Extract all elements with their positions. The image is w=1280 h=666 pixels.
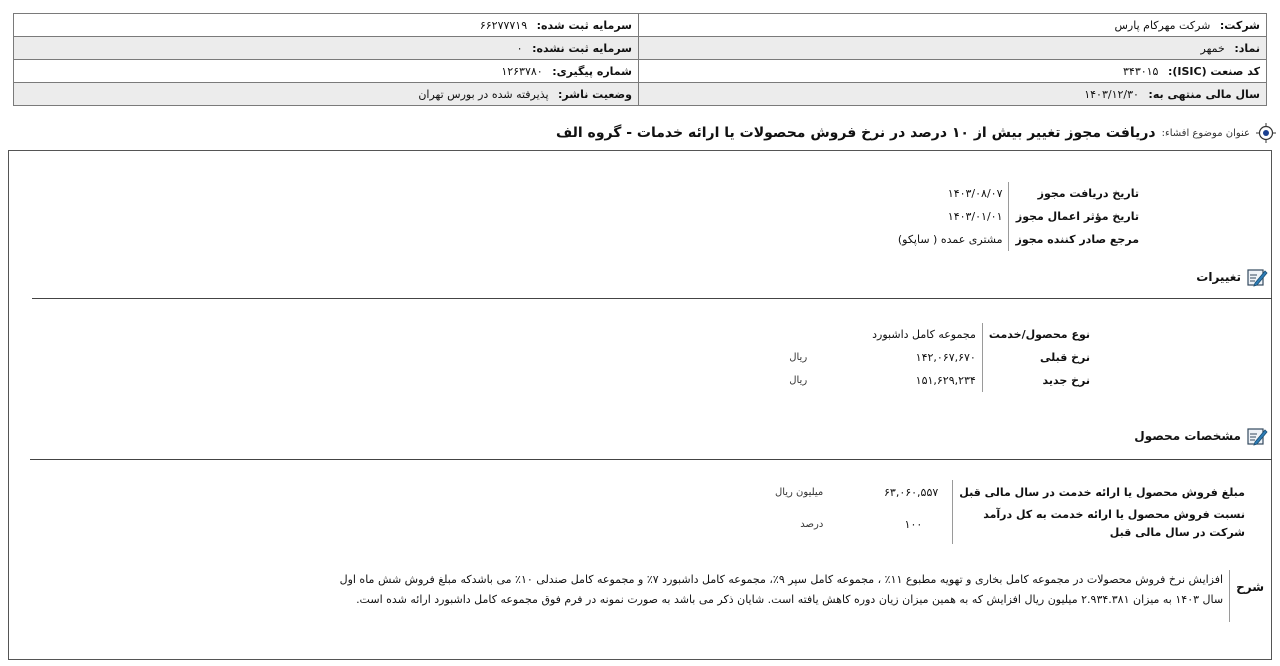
- permit-row: [893, 228, 1144, 251]
- tracking-value: ۱۲۶۳۷۸۰: [501, 64, 543, 78]
- effective-date-label: تاریخ مؤثر اعمال مجوز: [1009, 205, 1144, 228]
- fiscal-cell: [639, 83, 1267, 106]
- isic-label: [1168, 65, 1260, 78]
- description-text: [340, 570, 1230, 610]
- receive-date-value: ۱۴۰۳/۰۸/۰۷: [947, 187, 1003, 200]
- unreg-capital-value: ۰: [516, 41, 523, 55]
- changes-divider: [32, 298, 1272, 299]
- tracking-label: شماره پیگیری:: [552, 64, 632, 78]
- changes-table: [784, 323, 1095, 392]
- old-rate-unit: ریال: [789, 352, 808, 363]
- product-table: [769, 480, 1250, 544]
- company-value: شرکت مهرکام پارس: [1114, 18, 1211, 32]
- description-label: شرح: [1229, 570, 1268, 622]
- subject-label: عنوان موضوع افشاء:: [1161, 127, 1250, 139]
- header-info-table: [13, 13, 1267, 106]
- product-row: [770, 480, 1250, 504]
- effective-date-value: ۱۴۰۳/۰۱/۰۱: [947, 210, 1003, 223]
- new-rate-unit: ریال: [789, 375, 808, 386]
- fiscal-label: سال مالی منتهی به:: [1148, 87, 1260, 101]
- edit-note-icon: [1246, 267, 1268, 287]
- description-block: [108, 570, 1268, 622]
- company-label: شرکت:: [1219, 18, 1260, 32]
- unreg-capital-cell: [14, 37, 639, 60]
- capital-value: ۶۶۲۷۷۷۱۹: [479, 18, 528, 32]
- changes-row: [784, 346, 1095, 369]
- sales-label: مبلغ فروش محصول یا ارائه خدمت در سال مالی قبل: [953, 480, 1250, 504]
- unreg-capital-label: سرمایه ثبت نشده:: [532, 41, 632, 55]
- isic-cell: [639, 60, 1267, 83]
- subject-line: [556, 123, 1276, 143]
- changes-row: [784, 323, 1095, 346]
- type-value: مجموعه کامل داشبورد: [872, 328, 976, 341]
- isic-label-pre: کد صنعت (: [1201, 64, 1260, 78]
- edit-note-icon: [1246, 426, 1268, 446]
- receive-date-label: تاریخ دریافت مجوز: [1009, 182, 1144, 205]
- isic-label-bold: ISIC: [1177, 64, 1202, 78]
- old-rate-value: ۱۴۲,۰۶۷,۶۷۰: [915, 351, 976, 364]
- header-row: [14, 60, 1267, 83]
- description-line-2: سال ۱۴۰۳ به میزان ۲.۹۳۴.۳۸۱ میلیون ریال افزایش که به همین میزان زیان دوره کاهش یافته است. شایان ذکر می باشد به صورت نمونه در فرم فوق مجموعه کامل داشبورد ارائه شده است.: [356, 593, 1224, 606]
- changes-section-title: [1196, 267, 1268, 287]
- issuer-value: مشتری عمده ( ساپکو): [897, 233, 1003, 246]
- ratio-label-line-2: شرکت در سال مالی قبل: [1109, 526, 1245, 539]
- product-divider: [30, 459, 1272, 460]
- new-rate-label: نرخ جدید: [982, 369, 1095, 392]
- ratio-unit: درصد: [800, 518, 824, 530]
- ratio-label: [953, 504, 1250, 544]
- tracking-cell: [14, 60, 639, 83]
- sales-value: ۶۳,۰۶۰,۵۵۷: [884, 485, 939, 499]
- capital-label: سرمایه ثبت شده:: [536, 18, 632, 32]
- header-row: [14, 37, 1267, 60]
- symbol-value: خمهر: [1200, 41, 1225, 55]
- subject-title: دریافت مجوز تغییر بیش از ۱۰ درصد در نرخ فروش محصولات یا ارائه خدمات - گروه الف: [555, 125, 1156, 141]
- old-rate-label: نرخ قبلی: [982, 346, 1095, 369]
- header-row: [14, 14, 1267, 37]
- symbol-cell: [639, 37, 1267, 60]
- company-cell: [639, 14, 1267, 37]
- fiscal-value: ۱۴۰۳/۱۲/۳۰: [1084, 87, 1139, 101]
- isic-value: ۳۴۳۰۱۵: [1123, 64, 1159, 78]
- isic-label-post: ):: [1167, 64, 1178, 78]
- changes-title-text: تغییرات: [1196, 270, 1241, 284]
- permit-table: [893, 182, 1144, 251]
- changes-row: [784, 369, 1095, 392]
- permit-row: [893, 205, 1144, 228]
- target-icon: [1256, 123, 1276, 143]
- ratio-value: ۱۰۰: [904, 517, 923, 531]
- status-cell: [14, 83, 639, 106]
- issuer-label: مرجع صادر کننده مجوز: [1009, 228, 1144, 251]
- description-line-1: افزایش نرخ فروش محصولات در مجموعه کامل بخاری و تهویه مطبوع ۱۱٪ ، مجموعه کامل سپر ۹٪، مجموعه کامل داشبورد ۷٪ و مجموعه کامل صندلی ۱۰٪ می باشدکه مبلغ فروش شش ماه اول: [339, 573, 1224, 586]
- ratio-label-line-1: نسبت فروش محصول یا ارائه خدمت به کل درآمد: [983, 508, 1245, 521]
- permit-row: [893, 182, 1144, 205]
- product-section-title: [1134, 426, 1268, 446]
- header-row: [14, 83, 1267, 106]
- capital-cell: [14, 14, 639, 37]
- sales-unit: میلیون ریال: [774, 486, 824, 498]
- product-row: [770, 504, 1250, 544]
- new-rate-value: ۱۵۱,۶۲۹,۲۳۴: [915, 374, 976, 387]
- type-label: نوع محصول/خدمت: [982, 323, 1095, 346]
- symbol-label: نماد:: [1234, 41, 1260, 55]
- status-label: وضعیت ناشر:: [558, 87, 632, 101]
- product-title-text: مشخصات محصول: [1134, 429, 1241, 443]
- type-unit: [784, 323, 867, 346]
- status-value: پذیرفته شده در بورس تهران: [418, 87, 549, 101]
